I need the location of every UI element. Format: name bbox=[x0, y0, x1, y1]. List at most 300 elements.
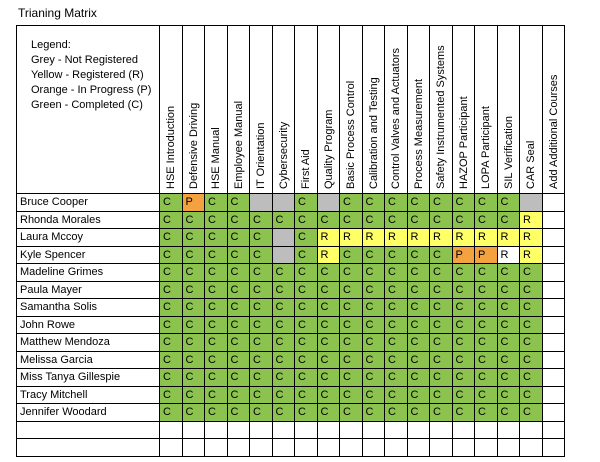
status-cell: C bbox=[160, 351, 183, 369]
status-cell: C bbox=[205, 334, 228, 352]
status-cell: C bbox=[362, 211, 385, 229]
status-cell: C bbox=[520, 351, 543, 369]
course-header bbox=[407, 26, 430, 194]
status-cell: C bbox=[520, 404, 543, 422]
status-cell: C bbox=[430, 281, 453, 299]
status-cell: C bbox=[407, 194, 430, 212]
status-cell: C bbox=[317, 316, 340, 334]
status-cell: C bbox=[340, 194, 363, 212]
status-cell bbox=[542, 264, 565, 282]
status-cell: C bbox=[407, 264, 430, 282]
status-cell: C bbox=[452, 194, 475, 212]
status-cell: R bbox=[407, 229, 430, 247]
status-cell bbox=[182, 439, 205, 457]
status-cell: C bbox=[182, 281, 205, 299]
status-cell bbox=[452, 439, 475, 457]
status-cell: C bbox=[227, 246, 250, 264]
status-cell: C bbox=[182, 334, 205, 352]
status-cell: C bbox=[340, 211, 363, 229]
status-cell bbox=[542, 369, 565, 387]
status-cell: C bbox=[340, 386, 363, 404]
participant-name: Matthew Mendoza bbox=[17, 334, 160, 352]
legend-heading: Legend: bbox=[31, 39, 71, 51]
status-cell bbox=[542, 334, 565, 352]
course-header bbox=[272, 26, 295, 194]
status-cell: C bbox=[295, 281, 318, 299]
status-cell: C bbox=[227, 404, 250, 422]
status-cell: C bbox=[362, 264, 385, 282]
status-cell bbox=[317, 439, 340, 457]
status-cell: C bbox=[182, 316, 205, 334]
status-cell: C bbox=[250, 246, 273, 264]
status-cell bbox=[542, 439, 565, 457]
status-cell: C bbox=[317, 369, 340, 387]
status-cell: C bbox=[520, 264, 543, 282]
status-cell: C bbox=[497, 299, 520, 317]
status-cell bbox=[542, 386, 565, 404]
status-cell bbox=[272, 246, 295, 264]
status-cell: C bbox=[430, 264, 453, 282]
legend-orange: Orange - In Progress (P) bbox=[31, 84, 152, 96]
status-cell: C bbox=[295, 211, 318, 229]
course-header-label: Safety Instrumented Systems bbox=[435, 45, 447, 189]
status-cell: C bbox=[362, 351, 385, 369]
status-cell: C bbox=[362, 386, 385, 404]
status-cell: C bbox=[317, 264, 340, 282]
course-header-label: Basic Process Control bbox=[345, 80, 357, 189]
status-cell: C bbox=[385, 334, 408, 352]
status-cell bbox=[385, 421, 408, 439]
course-header bbox=[340, 26, 363, 194]
status-cell: C bbox=[407, 404, 430, 422]
status-cell: C bbox=[205, 316, 228, 334]
status-cell: C bbox=[407, 351, 430, 369]
participant-name: John Rowe bbox=[17, 316, 160, 334]
table-row bbox=[17, 334, 565, 352]
status-cell bbox=[227, 439, 250, 457]
status-cell bbox=[452, 421, 475, 439]
status-cell: C bbox=[497, 194, 520, 212]
course-header bbox=[362, 26, 385, 194]
status-cell: C bbox=[227, 211, 250, 229]
status-cell: C bbox=[205, 351, 228, 369]
status-cell: C bbox=[452, 299, 475, 317]
table-row bbox=[17, 316, 565, 334]
status-cell: C bbox=[407, 211, 430, 229]
status-cell: C bbox=[295, 316, 318, 334]
participant-name: Samantha Solis bbox=[17, 299, 160, 317]
course-header bbox=[430, 26, 453, 194]
status-cell: C bbox=[295, 369, 318, 387]
status-cell: C bbox=[475, 264, 498, 282]
status-cell bbox=[250, 439, 273, 457]
status-cell: C bbox=[385, 386, 408, 404]
status-cell bbox=[250, 194, 273, 212]
status-cell: C bbox=[520, 386, 543, 404]
status-cell: C bbox=[520, 281, 543, 299]
status-cell: C bbox=[475, 334, 498, 352]
table-row bbox=[17, 386, 565, 404]
status-cell bbox=[205, 439, 228, 457]
status-cell: C bbox=[205, 264, 228, 282]
legend-grey: Grey - Not Registered bbox=[31, 54, 138, 66]
status-cell: C bbox=[250, 334, 273, 352]
status-cell: C bbox=[362, 369, 385, 387]
status-cell: R bbox=[430, 229, 453, 247]
status-cell: C bbox=[272, 211, 295, 229]
course-header bbox=[227, 26, 250, 194]
status-cell: C bbox=[182, 369, 205, 387]
status-cell bbox=[542, 316, 565, 334]
table-row bbox=[17, 404, 565, 422]
status-cell: C bbox=[362, 334, 385, 352]
status-cell: C bbox=[205, 404, 228, 422]
status-cell bbox=[520, 439, 543, 457]
status-cell: C bbox=[160, 246, 183, 264]
participant-name: Paula Mayer bbox=[17, 281, 160, 299]
status-cell: C bbox=[160, 264, 183, 282]
status-cell: C bbox=[160, 299, 183, 317]
status-cell: C bbox=[317, 386, 340, 404]
header-row bbox=[17, 26, 565, 194]
status-cell: C bbox=[340, 369, 363, 387]
status-cell: C bbox=[385, 194, 408, 212]
status-cell: C bbox=[182, 264, 205, 282]
status-cell: C bbox=[407, 334, 430, 352]
status-cell: C bbox=[205, 386, 228, 404]
status-cell: C bbox=[295, 194, 318, 212]
course-header bbox=[475, 26, 498, 194]
status-cell: C bbox=[250, 264, 273, 282]
status-cell: C bbox=[205, 194, 228, 212]
status-cell bbox=[385, 439, 408, 457]
status-cell: C bbox=[295, 404, 318, 422]
status-cell bbox=[407, 421, 430, 439]
course-header-label: Add Additional Courses bbox=[547, 74, 560, 189]
status-cell: R bbox=[520, 229, 543, 247]
status-cell: C bbox=[250, 316, 273, 334]
status-cell bbox=[475, 439, 498, 457]
course-header-label: HSE Introduction bbox=[165, 105, 177, 189]
status-cell: R bbox=[452, 229, 475, 247]
status-cell bbox=[542, 194, 565, 212]
status-cell: C bbox=[407, 246, 430, 264]
participant-name: Tracy Mitchell bbox=[17, 386, 160, 404]
status-cell bbox=[520, 421, 543, 439]
course-header bbox=[317, 26, 340, 194]
course-header-label: Quality Program bbox=[322, 109, 335, 189]
training-matrix-table bbox=[16, 25, 565, 457]
status-cell bbox=[542, 421, 565, 439]
status-cell bbox=[520, 194, 543, 212]
status-cell: C bbox=[475, 404, 498, 422]
table-row bbox=[17, 264, 565, 282]
participant-name: Jennifer Woodard bbox=[17, 404, 160, 422]
course-header bbox=[497, 26, 520, 194]
table-row bbox=[17, 229, 565, 247]
table-row bbox=[17, 281, 565, 299]
participant-name bbox=[17, 421, 160, 439]
status-cell bbox=[250, 421, 273, 439]
status-cell: R bbox=[317, 229, 340, 247]
status-cell: C bbox=[295, 334, 318, 352]
status-cell bbox=[317, 194, 340, 212]
status-cell bbox=[317, 421, 340, 439]
status-cell: C bbox=[407, 369, 430, 387]
participant-name: Madeline Grimes bbox=[17, 264, 160, 282]
status-cell: C bbox=[340, 316, 363, 334]
legend-yellow: Yellow - Registered (R) bbox=[31, 69, 144, 81]
status-cell: C bbox=[362, 404, 385, 422]
status-cell: C bbox=[160, 211, 183, 229]
status-cell: C bbox=[407, 386, 430, 404]
status-cell: C bbox=[295, 351, 318, 369]
status-cell: C bbox=[385, 369, 408, 387]
status-cell: C bbox=[250, 211, 273, 229]
status-cell: C bbox=[160, 369, 183, 387]
status-cell: C bbox=[272, 404, 295, 422]
status-cell: R bbox=[520, 246, 543, 264]
course-header bbox=[542, 26, 565, 194]
status-cell: C bbox=[250, 351, 273, 369]
status-cell: C bbox=[385, 281, 408, 299]
course-header bbox=[452, 26, 475, 194]
status-cell: C bbox=[497, 386, 520, 404]
status-cell: C bbox=[497, 404, 520, 422]
status-cell: C bbox=[295, 229, 318, 247]
status-cell bbox=[430, 439, 453, 457]
status-cell bbox=[160, 439, 183, 457]
status-cell bbox=[340, 421, 363, 439]
status-cell bbox=[542, 229, 565, 247]
status-cell: C bbox=[160, 386, 183, 404]
course-header-label: HAZOP Participant bbox=[457, 96, 470, 189]
status-cell: C bbox=[227, 316, 250, 334]
participant-name: Bruce Cooper bbox=[17, 194, 160, 212]
status-cell: C bbox=[295, 299, 318, 317]
status-cell: C bbox=[340, 334, 363, 352]
course-header bbox=[250, 26, 273, 194]
status-cell: C bbox=[430, 211, 453, 229]
status-cell: C bbox=[430, 316, 453, 334]
status-cell: C bbox=[227, 281, 250, 299]
status-cell bbox=[475, 421, 498, 439]
status-cell: C bbox=[272, 281, 295, 299]
status-cell: R bbox=[340, 229, 363, 247]
status-cell: C bbox=[250, 404, 273, 422]
status-cell: C bbox=[182, 246, 205, 264]
table-row bbox=[17, 439, 565, 457]
status-cell: C bbox=[475, 299, 498, 317]
status-cell: C bbox=[295, 264, 318, 282]
status-cell: C bbox=[205, 281, 228, 299]
status-cell: C bbox=[317, 299, 340, 317]
status-cell: R bbox=[497, 246, 520, 264]
status-cell: C bbox=[160, 229, 183, 247]
course-header bbox=[160, 26, 183, 194]
status-cell: C bbox=[250, 369, 273, 387]
status-cell: C bbox=[362, 194, 385, 212]
status-cell: R bbox=[475, 229, 498, 247]
status-cell: C bbox=[497, 211, 520, 229]
status-cell: C bbox=[182, 386, 205, 404]
status-cell: C bbox=[430, 386, 453, 404]
status-cell bbox=[272, 194, 295, 212]
status-cell: C bbox=[160, 404, 183, 422]
status-cell: C bbox=[182, 229, 205, 247]
status-cell: C bbox=[317, 351, 340, 369]
status-cell: C bbox=[430, 351, 453, 369]
status-cell bbox=[182, 421, 205, 439]
status-cell: C bbox=[340, 264, 363, 282]
status-cell bbox=[542, 351, 565, 369]
status-cell: C bbox=[520, 334, 543, 352]
status-cell: C bbox=[317, 211, 340, 229]
status-cell: C bbox=[497, 351, 520, 369]
status-cell: C bbox=[385, 404, 408, 422]
status-cell: C bbox=[475, 281, 498, 299]
status-cell: C bbox=[475, 351, 498, 369]
course-header-label: Calibration and Testing bbox=[367, 77, 380, 189]
status-cell: C bbox=[475, 211, 498, 229]
status-cell: C bbox=[452, 404, 475, 422]
page-title: Trianing Matrix bbox=[18, 6, 97, 20]
status-cell: C bbox=[452, 211, 475, 229]
status-cell: C bbox=[475, 316, 498, 334]
course-header bbox=[520, 26, 543, 194]
table-row bbox=[17, 299, 565, 317]
status-cell: C bbox=[362, 246, 385, 264]
status-cell: C bbox=[160, 316, 183, 334]
course-header-label: Cybersecurity bbox=[277, 121, 290, 189]
status-cell: C bbox=[160, 334, 183, 352]
status-cell: C bbox=[385, 316, 408, 334]
status-cell: R bbox=[520, 211, 543, 229]
course-header bbox=[385, 26, 408, 194]
status-cell bbox=[272, 421, 295, 439]
status-cell: C bbox=[272, 316, 295, 334]
status-cell bbox=[497, 439, 520, 457]
status-cell: C bbox=[475, 386, 498, 404]
status-cell: C bbox=[430, 334, 453, 352]
status-cell: C bbox=[362, 316, 385, 334]
status-cell: C bbox=[160, 194, 183, 212]
status-cell: C bbox=[227, 386, 250, 404]
status-cell: C bbox=[497, 369, 520, 387]
status-cell: C bbox=[340, 404, 363, 422]
table-row bbox=[17, 351, 565, 369]
status-cell: C bbox=[340, 281, 363, 299]
status-cell: C bbox=[227, 351, 250, 369]
status-cell: C bbox=[227, 334, 250, 352]
status-cell: C bbox=[317, 281, 340, 299]
status-cell: C bbox=[475, 369, 498, 387]
status-cell: C bbox=[475, 194, 498, 212]
status-cell: C bbox=[272, 369, 295, 387]
course-header bbox=[295, 26, 318, 194]
status-cell: C bbox=[430, 299, 453, 317]
status-cell: C bbox=[272, 386, 295, 404]
status-cell: C bbox=[430, 194, 453, 212]
status-cell: C bbox=[182, 299, 205, 317]
status-cell: C bbox=[430, 404, 453, 422]
status-cell bbox=[295, 439, 318, 457]
status-cell bbox=[227, 421, 250, 439]
status-cell: C bbox=[385, 264, 408, 282]
status-cell bbox=[407, 439, 430, 457]
status-cell: C bbox=[497, 334, 520, 352]
status-cell: C bbox=[340, 351, 363, 369]
status-cell: C bbox=[182, 351, 205, 369]
status-cell bbox=[542, 299, 565, 317]
status-cell: C bbox=[227, 369, 250, 387]
status-cell: C bbox=[497, 316, 520, 334]
status-cell bbox=[542, 281, 565, 299]
status-cell: C bbox=[160, 281, 183, 299]
status-cell: C bbox=[385, 299, 408, 317]
legend-cell bbox=[17, 26, 160, 194]
status-cell: C bbox=[205, 229, 228, 247]
status-cell: C bbox=[182, 211, 205, 229]
table-row bbox=[17, 194, 565, 212]
status-cell: C bbox=[452, 369, 475, 387]
status-cell: C bbox=[362, 281, 385, 299]
status-cell: C bbox=[430, 246, 453, 264]
status-cell bbox=[272, 439, 295, 457]
status-cell: C bbox=[452, 351, 475, 369]
status-cell: C bbox=[452, 316, 475, 334]
status-cell: R bbox=[317, 246, 340, 264]
status-cell bbox=[362, 421, 385, 439]
status-cell: C bbox=[227, 299, 250, 317]
status-cell: C bbox=[340, 299, 363, 317]
participant-name: Laura Mccoy bbox=[17, 229, 160, 247]
status-cell: C bbox=[205, 211, 228, 229]
course-header bbox=[205, 26, 228, 194]
status-cell: C bbox=[497, 264, 520, 282]
course-header-label: SIL Verification bbox=[502, 116, 515, 189]
status-cell: C bbox=[452, 334, 475, 352]
status-cell: C bbox=[182, 404, 205, 422]
course-header-label: IT Orientation bbox=[255, 122, 267, 189]
participant-name: Melissa Garcia bbox=[17, 351, 160, 369]
status-cell: C bbox=[227, 264, 250, 282]
status-cell: C bbox=[385, 211, 408, 229]
status-cell: R bbox=[385, 229, 408, 247]
status-cell bbox=[542, 404, 565, 422]
status-cell: C bbox=[362, 299, 385, 317]
status-cell: C bbox=[205, 369, 228, 387]
table-row bbox=[17, 246, 565, 264]
status-cell: C bbox=[295, 386, 318, 404]
status-cell: C bbox=[385, 351, 408, 369]
status-cell: C bbox=[520, 369, 543, 387]
table-row bbox=[17, 421, 565, 439]
status-cell: C bbox=[340, 246, 363, 264]
participant-name: Kyle Spencer bbox=[17, 246, 160, 264]
course-header-label: Defensive Driving bbox=[187, 102, 200, 189]
status-cell: C bbox=[272, 351, 295, 369]
status-cell: C bbox=[272, 264, 295, 282]
status-cell: C bbox=[272, 334, 295, 352]
status-cell: C bbox=[430, 369, 453, 387]
status-cell: C bbox=[295, 246, 318, 264]
status-cell: C bbox=[250, 229, 273, 247]
status-cell: R bbox=[497, 229, 520, 247]
participant-name: Rhonda Morales bbox=[17, 211, 160, 229]
status-cell: C bbox=[227, 229, 250, 247]
status-cell: C bbox=[497, 281, 520, 299]
